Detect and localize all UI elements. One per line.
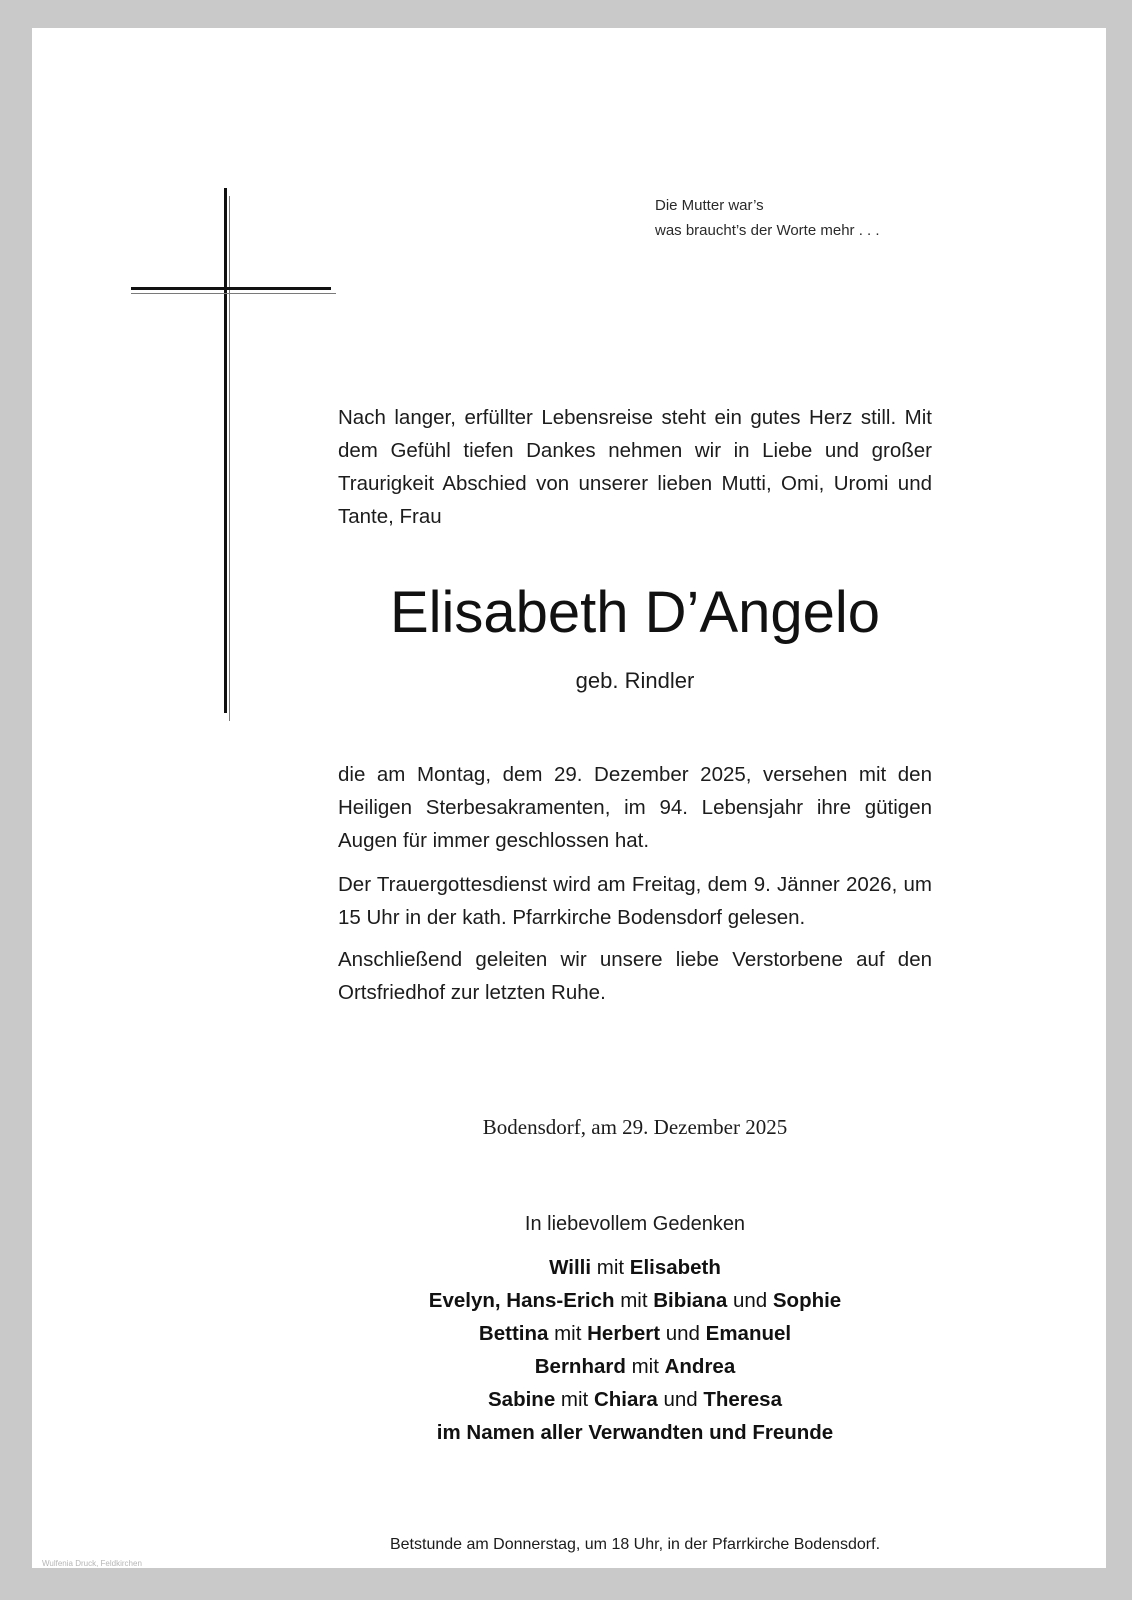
mourner-line [308,1416,962,1449]
place-date: Bodensdorf, am 29. Dezember 2025 [482,1115,788,1139]
mourner-connector: und [660,1322,706,1345]
mourner-line [308,1383,962,1416]
motto-line-2: was braucht’s der Worte mehr . . . [655,222,880,239]
mourner-connector: mit [591,1256,630,1279]
mourner-name: Sophie [772,1289,842,1312]
intro-paragraph: Nach langer, erfüllter Lebensreise steht ein gutes Herz still. Mit dem Gefühl tiefen Dankes nehmen wir in Liebe und großer Traurigkeit Abschied von unserer lieben Mutti, Omi, Uromi und Tante, Frau [338,406,932,528]
mourner-name: Herbert [587,1322,661,1345]
mourner-name: Emanuel [705,1322,792,1345]
prayer-hour-note: Betstunde am Donnerstag, um 18 Uhr, in der Pfarrkirche Bodensdorf. [389,1536,881,1553]
mourner-name: Evelyn, Hans-Erich [428,1289,615,1312]
birth-name: geb. Rindler [575,668,695,693]
remembrance-heading: In liebevollem Gedenken [524,1213,746,1235]
mourner-name: im Namen aller Verwandten und Freunde [436,1421,834,1444]
cross-vertical-shadow [229,196,230,721]
mourner-connector: und [727,1289,773,1312]
burial-paragraph: Anschließend geleiten wir unsere liebe Verstorbene auf den Ortsfriedhof zur letzten Ruhe. [338,948,932,1004]
cross-vertical-beam [224,188,227,713]
cross-horizontal-shadow [131,293,336,294]
mourner-name: Theresa [703,1388,782,1411]
mourner-name: Sabine [488,1388,556,1411]
mourner-line [308,1284,962,1317]
printer-imprint: Wulfenia Druck, Feldkirchen [42,1559,142,1568]
mourners-list [308,1251,962,1449]
motto-line-1: Die Mutter war’s [655,197,764,214]
mourner-connector: mit [625,1355,665,1378]
mourner-connector: mit [548,1322,588,1345]
mourner-name: Elisabeth [629,1256,721,1279]
mourner-line [308,1317,962,1350]
service-paragraph: Der Trauergottesdienst wird am Freitag, dem 9. Jänner 2026, um 15 Uhr in der kath. Pfarrkirche Bodensdorf gelesen. [338,873,932,929]
mourner-name: Willi [549,1256,592,1279]
motto [655,193,880,243]
death-paragraph: die am Montag, dem 29. Dezember 2025, versehen mit den Heiligen Sterbesakramenten, im 94. Lebensjahr ihre gütigen Augen für immer geschlossen hat. [338,763,932,852]
mourner-line [308,1251,962,1284]
mourner-name: Bettina [478,1322,549,1345]
mourner-connector: und [657,1388,704,1411]
mourner-name: Bernhard [534,1355,626,1378]
mourner-name: Chiara [593,1388,658,1411]
mourner-connector: mit [555,1388,594,1411]
cross-horizontal-beam [131,287,331,290]
mourner-name: Andrea [664,1355,736,1378]
mourner-name: Bibiana [653,1289,728,1312]
deceased-name: Elisabeth D’Angelo [389,580,881,645]
mourner-line [308,1350,962,1383]
mourner-connector: mit [614,1289,654,1312]
